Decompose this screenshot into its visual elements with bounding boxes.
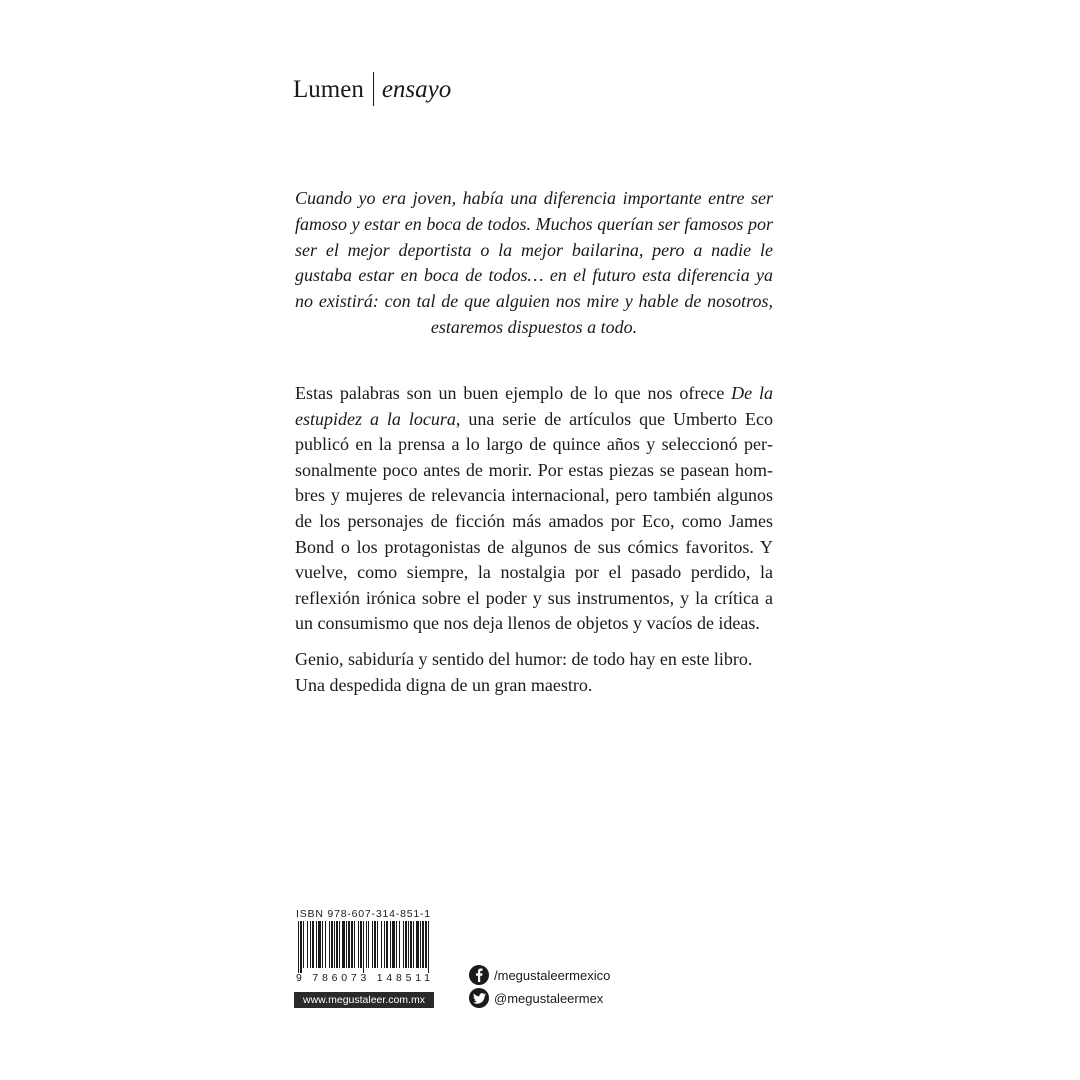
facebook-icon: [469, 965, 489, 985]
barcode-bar: [416, 921, 419, 968]
barcode-bar: [392, 921, 395, 968]
barcode-bar: [377, 921, 378, 968]
twitter-handle-text: @megustaleermex: [494, 990, 604, 1006]
barcode-bar: [374, 921, 376, 968]
barcode-bar: [325, 921, 326, 968]
barcode-bar: [420, 921, 421, 968]
barcode-bar: [425, 921, 427, 968]
barcode-bar: [410, 921, 412, 968]
barcode-bar: [298, 921, 299, 973]
barcode-bar: [384, 921, 385, 968]
barcode-bar: [331, 921, 333, 968]
barcode-bar: [396, 921, 397, 968]
barcode-bar: [408, 921, 409, 968]
barcode-bar: [390, 921, 391, 968]
barcode-bar: [310, 921, 311, 968]
barcode-bar: [346, 921, 347, 968]
barcode-bar: [358, 921, 359, 968]
book-title: De la estupidez a la locura: [295, 383, 773, 429]
facebook-handle[interactable]: [469, 965, 610, 985]
barcode-bar: [348, 921, 350, 968]
barcode-bar: [360, 921, 362, 968]
barcode-bar: [339, 921, 340, 968]
barcode-bar: [381, 921, 382, 968]
barcode-bar: [363, 921, 364, 973]
quote-text: Cuando yo era joven, había una diferencia importante entre ser famoso y estar en boca de todos. Muchos querían ser famosos por ser el mejor deportista o la mejor bailarina, pero a nadie le gustaba estar en boca de todos… en el futuro esta diferencia ya no existirá: con tal de que alguien nos mire y hable de nosotros, estaremos dispuestos a todo.: [295, 188, 773, 337]
barcode-bar: [372, 921, 373, 968]
book-description: [295, 381, 773, 708]
barcode-bar: [303, 921, 304, 968]
barcode-bar: [336, 921, 338, 968]
barcode-bar: [316, 921, 317, 968]
isbn-barcode: [294, 921, 434, 983]
barcode-bar: [318, 921, 321, 968]
barcode-bar: [403, 921, 404, 968]
epigraph-quote: [295, 186, 773, 341]
barcode-bar: [300, 921, 302, 973]
collection-name: ensayo: [381, 75, 452, 103]
barcode-digits: 9 786073 148511: [296, 972, 430, 983]
twitter-handle[interactable]: [469, 988, 603, 1008]
description-paragraph-1: [295, 381, 773, 637]
facebook-handle-text: /megustaleermexico: [494, 967, 611, 983]
barcode-bar: [351, 921, 353, 968]
description-rest: , una serie de artículos que Umberto Eco publicó en la prensa a lo largo de quince años y seleccionó personalmente poco antes de morir. Por estas piezas se pasean hombres y mujeres de relevancia internacional, pero también algunos de los personajes de ficción más amados por Eco, como James Bond o los protagonistas de algunos de sus cómics favoritos. Y vuelve, como siempre, la nostalgia por el pasado perdido, la reflexión irónica sobre el poder y sus instrumentos, y la crítica a un consumismo que nos deja llenos de objetos y vacíos de ideas.: [295, 408, 773, 634]
logo-divider: [373, 72, 374, 106]
barcode-bar: [354, 921, 355, 968]
barcode-bar: [329, 921, 330, 968]
barcode-bar: [405, 921, 407, 968]
barcode-bar: [422, 921, 424, 968]
barcode-bar: [312, 921, 314, 968]
barcode-bar: [399, 921, 400, 968]
publisher-logo: [293, 72, 451, 106]
description-intro: Estas palabras son un buen ejemplo de lo que nos ofrece: [295, 383, 732, 403]
barcode-bar: [366, 921, 367, 968]
description-paragraph-2: Genio, sabiduría y sentido del humor: de todo hay en este libro. Una despedida digna de un gran maestro.: [295, 648, 753, 695]
twitter-icon: [469, 988, 489, 1008]
barcode-bar: [413, 921, 414, 968]
barcode-bar: [428, 921, 429, 973]
isbn-label: ISBN 978-607-314-851-1: [296, 908, 431, 920]
barcode-bar: [342, 921, 345, 968]
barcode-bar: [386, 921, 388, 968]
barcode-bar: [368, 921, 369, 968]
barcode-bar: [307, 921, 308, 968]
barcode-bar: [322, 921, 323, 968]
barcode-bar: [334, 921, 335, 968]
website-link[interactable]: www.megustaleer.com.mx: [294, 992, 434, 1008]
imprint-name: Lumen: [293, 75, 364, 103]
